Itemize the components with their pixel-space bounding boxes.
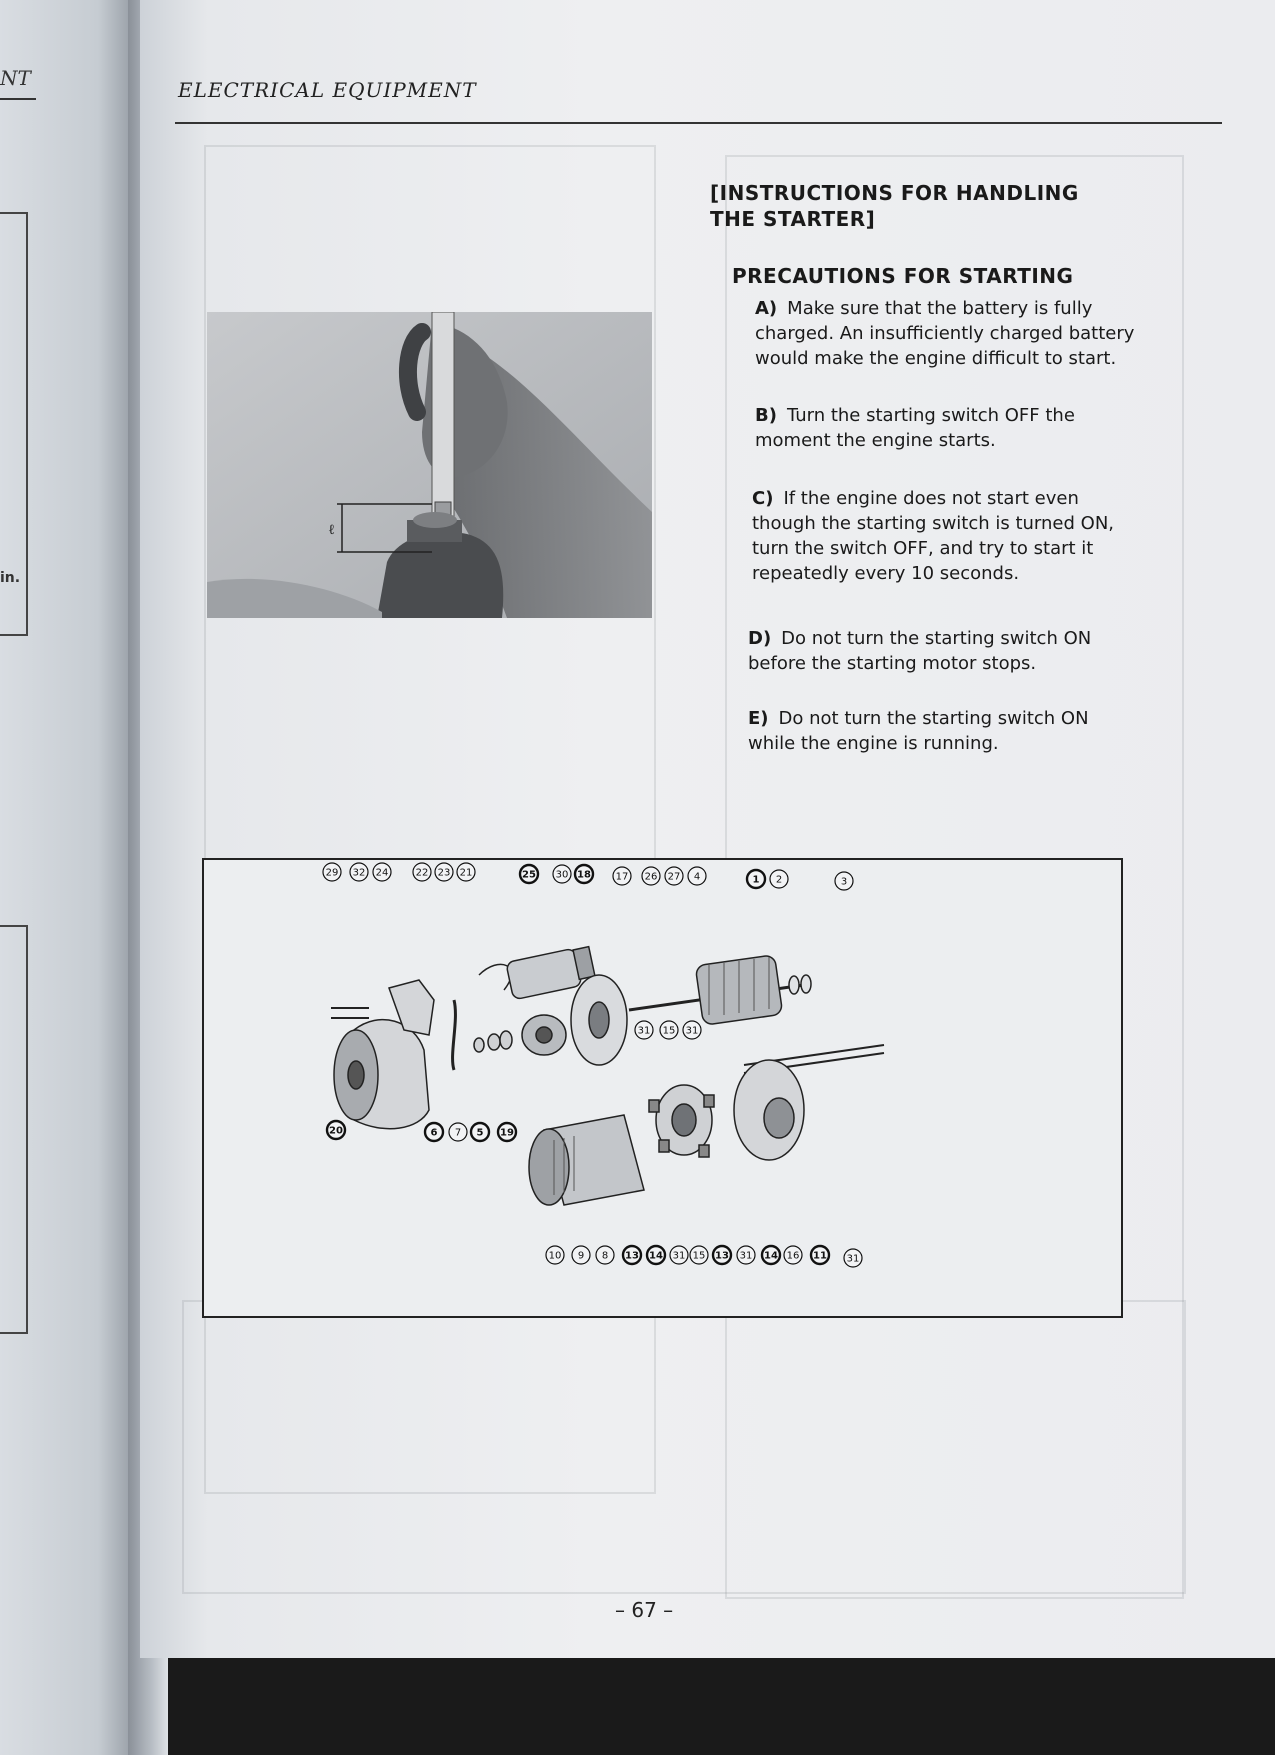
- page-number: – 67 –: [615, 1598, 674, 1622]
- precaution-a-line3: would make the engine difficult to start.: [755, 348, 1117, 369]
- precaution-e-label: E): [748, 708, 769, 729]
- callout-10: [546, 1246, 564, 1264]
- svg-text:31: 31: [637, 1025, 651, 1037]
- left-page-inch-fragment: in.: [0, 570, 21, 586]
- precaution-d-label: D): [748, 628, 772, 649]
- callout-31: [844, 1249, 862, 1267]
- svg-text:21: 21: [459, 867, 473, 879]
- precaution-c-line4: repeatedly every 10 seconds.: [752, 563, 1020, 584]
- precaution-item-a: [755, 296, 1178, 371]
- precaution-e-line2: while the engine is running.: [748, 733, 999, 754]
- armature: [629, 955, 804, 1026]
- callout-27: [665, 867, 683, 885]
- clip: [479, 964, 511, 990]
- svg-text:24: 24: [375, 867, 389, 879]
- precaution-b-text1: Turn the starting switch OFF the: [786, 405, 1075, 426]
- precaution-b-line1: [755, 403, 1178, 428]
- callout-23: [435, 863, 453, 881]
- svg-text:16: 16: [786, 1250, 800, 1262]
- svg-text:13: 13: [715, 1250, 729, 1262]
- callout-14: [762, 1246, 780, 1264]
- pinion: [522, 1015, 566, 1055]
- precaution-c-line2: though the starting switch is turned ON,: [752, 513, 1115, 534]
- precaution-c-line1: [752, 486, 1178, 511]
- svg-text:9: 9: [577, 1250, 585, 1262]
- instructions-title: [710, 180, 1190, 232]
- svg-text:29: 29: [325, 867, 339, 879]
- brush-holder: [649, 1085, 714, 1157]
- instructions-title-line1: [INSTRUCTIONS FOR HANDLING: [710, 181, 1079, 205]
- precaution-a-line1: [755, 296, 1178, 321]
- callout-13: [713, 1246, 731, 1264]
- callout-19: [498, 1123, 516, 1141]
- svg-text:10: 10: [548, 1250, 562, 1262]
- shift-lever: [453, 1000, 456, 1070]
- svg-text:15: 15: [662, 1025, 676, 1037]
- precaution-c-line3: turn the switch OFF, and try to start it: [752, 538, 1094, 559]
- svg-text:6: 6: [430, 1127, 438, 1139]
- starter-exploded-diagram: [202, 858, 1123, 1318]
- precautions-heading: PRECAUTIONS FOR STARTING: [732, 264, 1074, 288]
- svg-text:23: 23: [437, 867, 451, 879]
- yoke: [529, 1115, 644, 1205]
- callout-17: [613, 867, 631, 885]
- callout-31: [737, 1246, 755, 1264]
- callout-22: [413, 863, 431, 881]
- precaution-item-e: [748, 706, 1178, 756]
- precaution-e-text1: Do not turn the starting switch ON: [778, 708, 1089, 729]
- callout-31: [670, 1246, 688, 1264]
- callout-11: [811, 1246, 829, 1264]
- svg-text:1: 1: [752, 874, 760, 886]
- svg-text:25: 25: [522, 869, 536, 881]
- svg-text:31: 31: [685, 1025, 699, 1037]
- precaution-d-line2: before the starting motor stops.: [748, 653, 1037, 674]
- instructions-title-line2: THE STARTER]: [710, 207, 876, 231]
- callout-9: [572, 1246, 590, 1264]
- svg-text:31: 31: [846, 1253, 860, 1265]
- svg-text:11: 11: [813, 1250, 827, 1262]
- svg-text:5: 5: [476, 1127, 484, 1139]
- left-page-box-lower: [0, 925, 28, 1334]
- precaution-e-line1: [748, 706, 1178, 731]
- left-page-edge: [0, 0, 140, 1755]
- svg-text:3: 3: [840, 876, 848, 888]
- callout-5: [471, 1123, 489, 1141]
- callout-13: [623, 1246, 641, 1264]
- callout-16: [784, 1246, 802, 1264]
- callout-32: [350, 863, 368, 881]
- photo-illustration: [207, 312, 652, 618]
- callout-15: [690, 1246, 708, 1264]
- callout-31: [635, 1021, 653, 1039]
- callout-29: [323, 863, 341, 881]
- bleed-through-box-lower: [182, 1300, 1186, 1594]
- precaution-d-text1: Do not turn the starting switch ON: [781, 628, 1092, 649]
- precaution-d-line1: [748, 626, 1178, 651]
- svg-text:14: 14: [649, 1250, 663, 1262]
- callout-6: [425, 1123, 443, 1141]
- precaution-item-c: [752, 486, 1178, 586]
- precaution-item-b: [755, 403, 1178, 453]
- callout-2: [770, 870, 788, 888]
- left-page-header-fragment: NT: [0, 66, 31, 90]
- svg-text:14: 14: [764, 1250, 778, 1262]
- svg-text:31: 31: [739, 1250, 753, 1262]
- center-bearing: [571, 975, 627, 1065]
- svg-text:31: 31: [672, 1250, 686, 1262]
- callout-18: [575, 865, 593, 883]
- svg-text:18: 18: [577, 869, 591, 881]
- section-header: ELECTRICAL EQUIPMENT: [178, 78, 477, 102]
- callout-30: [553, 865, 571, 883]
- precaution-item-d: [748, 626, 1178, 676]
- precaution-c-text1: If the engine does not start even: [783, 488, 1079, 509]
- precaution-a-label: A): [755, 298, 778, 319]
- svg-text:20: 20: [329, 1125, 343, 1137]
- svg-text:ℓ: ℓ: [328, 522, 335, 538]
- instructions-section: [710, 180, 1190, 754]
- precaution-b-line2: moment the engine starts.: [755, 430, 996, 451]
- washers: [474, 1031, 512, 1052]
- svg-text:27: 27: [667, 871, 681, 883]
- rear-cover: [734, 1060, 804, 1160]
- precaution-b-label: B): [755, 405, 777, 426]
- callout-4: [688, 867, 706, 885]
- drive-housing: [334, 980, 434, 1129]
- callout-20: [327, 1121, 345, 1139]
- svg-text:30: 30: [555, 869, 569, 881]
- starter-measurement-photo: [207, 312, 652, 618]
- svg-text:32: 32: [352, 867, 366, 879]
- exploded-view-drawing: [204, 860, 1121, 1316]
- svg-text:2: 2: [775, 874, 783, 886]
- precaution-a-line2: charged. An insufficiently charged battery: [755, 323, 1135, 344]
- svg-text:19: 19: [500, 1127, 514, 1139]
- svg-text:15: 15: [692, 1250, 706, 1262]
- callout-26: [642, 867, 660, 885]
- callout-7: [449, 1123, 467, 1141]
- callout-15: [660, 1021, 678, 1039]
- precaution-c-label: C): [752, 488, 774, 509]
- svg-text:4: 4: [693, 871, 701, 883]
- callout-21: [457, 863, 475, 881]
- callout-14: [647, 1246, 665, 1264]
- callout-25: [520, 865, 538, 883]
- callout-3: [835, 872, 853, 890]
- precaution-a-text1: Make sure that the battery is fully: [787, 298, 1093, 319]
- svg-text:7: 7: [454, 1127, 462, 1139]
- svg-text:26: 26: [644, 871, 658, 883]
- callout-8: [596, 1246, 614, 1264]
- callout-31: [683, 1021, 701, 1039]
- callout-1: [747, 870, 765, 888]
- svg-text:17: 17: [615, 871, 629, 883]
- left-page-rule: [0, 98, 36, 100]
- header-rule: [175, 122, 1222, 124]
- callout-24: [373, 863, 391, 881]
- svg-text:13: 13: [625, 1250, 639, 1262]
- svg-text:22: 22: [415, 867, 429, 879]
- svg-text:8: 8: [601, 1250, 609, 1262]
